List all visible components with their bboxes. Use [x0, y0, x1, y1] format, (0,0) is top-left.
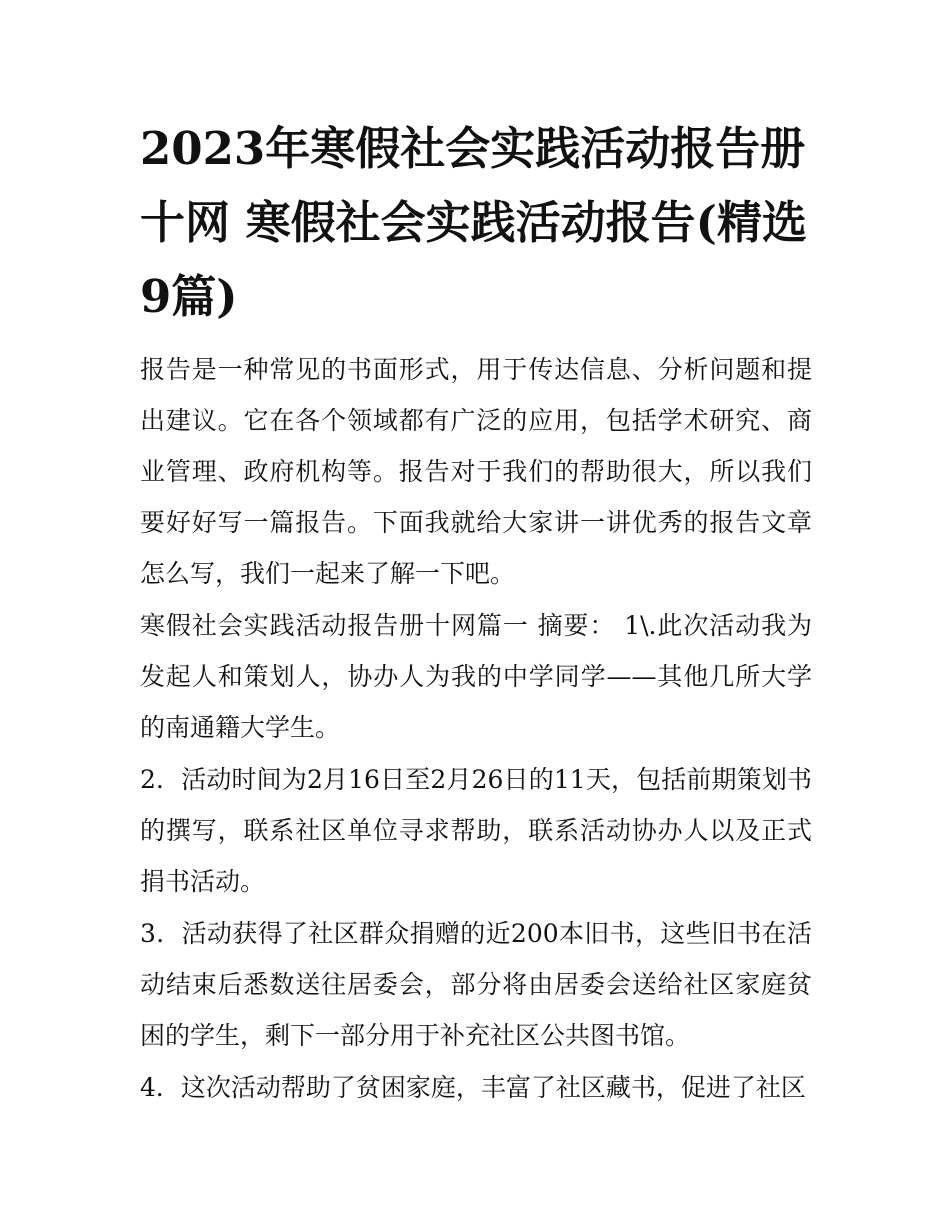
paragraph-intro: 报告是一种常见的书面形式，用于传达信息、分析问题和提出建议。它在各个领域都有广泛的应用，包括学术研究、商业管理、政府机构等。报告对于我们的帮助很大，所以我们要好好写一篇报告。下面我就给大家讲一讲优秀的报告文章怎么写，我们一起来了解一下吧。 — [140, 355, 812, 588]
document-body — [140, 344, 812, 1113]
paragraph-section-1: 寒假社会实践活动报告册十网篇一 摘要： 1\.此次活动我为发起人和策划人，协办人为我的中学同学——其他几所大学的南通籍大学生。 — [140, 611, 812, 742]
document-page — [140, 112, 812, 1114]
paragraph-item-3: 3．活动获得了社区群众捐赠的近200本旧书，这些旧书在活动结束后悉数送往居委会，部分将由居委会送给社区家庭贫困的学生，剩下一部分用于补充社区公共图书馆。 — [140, 919, 812, 1050]
paragraph-item-4: 4．这次活动帮助了贫困家庭，丰富了社区藏书，促进了社区 — [140, 1073, 806, 1102]
paragraph-item-2: 2．活动时间为2月16日至2月26日的11天，包括前期策划书的撰写，联系社区单位寻求帮助，联系活动协办人以及正式捐书活动。 — [140, 765, 812, 896]
document-title: 2023年寒假社会实践活动报告册十网 寒假社会实践活动报告(精选9篇) — [140, 122, 807, 323]
